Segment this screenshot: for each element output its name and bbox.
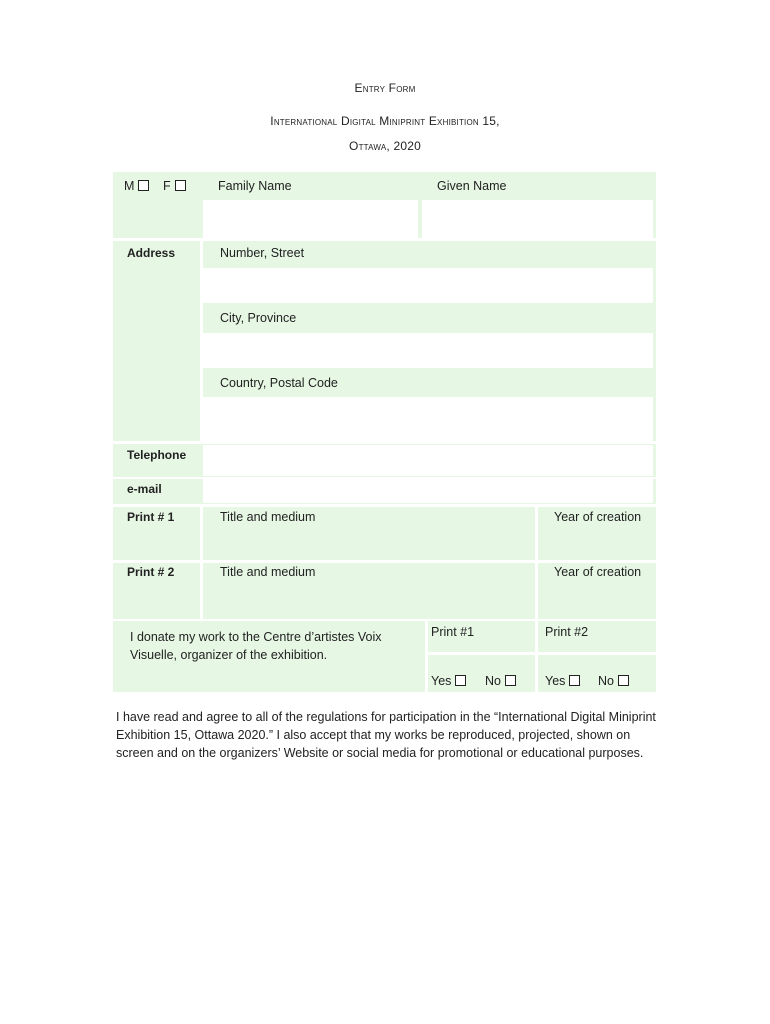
print2-title-label: Title and medium	[220, 565, 316, 579]
gender-m-label: M	[124, 179, 135, 193]
exhibition-location: Ottawa, 2020	[349, 139, 421, 153]
print1-yes-checkbox[interactable]	[455, 675, 466, 686]
print2-yes-label: Yes	[545, 674, 566, 688]
print1-no-option[interactable]	[485, 674, 516, 688]
print2-year-label: Year of creation	[554, 565, 642, 579]
country-field[interactable]	[203, 397, 653, 441]
print1-divider-mid	[535, 507, 538, 560]
gender-f-checkbox[interactable]	[175, 180, 186, 191]
city-field[interactable]	[203, 333, 653, 368]
print1-no-label: No	[485, 674, 501, 688]
donate-divider-left	[425, 621, 428, 692]
donate-divider	[113, 619, 656, 621]
address-label: Address	[127, 246, 176, 260]
gender-m-option[interactable]	[124, 179, 149, 193]
print1-yes-option[interactable]	[431, 674, 466, 688]
print1-label: Print # 1	[127, 510, 175, 524]
family-name-field[interactable]	[203, 200, 418, 238]
donate-print1-label: Print #1	[431, 625, 475, 639]
print1-divider-left	[200, 507, 203, 560]
print2-label: Print # 2	[127, 565, 175, 579]
street-label: Number, Street	[220, 246, 305, 260]
email-field[interactable]	[203, 479, 653, 503]
print1-title-label: Title and medium	[220, 510, 316, 524]
gender-m-checkbox[interactable]	[138, 180, 149, 191]
address-label-divider	[113, 238, 656, 241]
donate-yesno-divider	[428, 652, 656, 655]
donate-text: I donate my work to the Centre d’artistes Voix Visuelle, organizer of the exhibition.	[130, 630, 382, 662]
given-name-label: Given Name	[437, 179, 507, 193]
form-title: Entry Form	[354, 81, 416, 95]
family-name-label: Family Name	[218, 179, 292, 193]
telephone-divider	[113, 441, 656, 444]
print2-no-checkbox[interactable]	[618, 675, 629, 686]
print2-yes-checkbox[interactable]	[569, 675, 580, 686]
country-label: Country, Postal Code	[220, 376, 338, 390]
print2-divider-mid	[535, 563, 538, 620]
gender-f-label: F	[163, 179, 171, 193]
print2-divider	[113, 560, 656, 563]
print1-year-label: Year of creation	[554, 510, 642, 524]
email-label: e-mail	[127, 482, 162, 496]
exhibition-title: International Digital Miniprint Exhibition 15,	[270, 114, 500, 128]
agreement-paragraph: I have read and agree to all of the regulations for participation in the “International Digital Miniprint Exhibition 15, Ottawa 2020.” I also accept that my works be reproduced, projected, shown on screen and on the organizers’ Website or social media for promotional or educational purposes.	[116, 710, 656, 760]
gender-f-option[interactable]	[163, 179, 186, 193]
print1-divider	[113, 504, 656, 507]
print1-yes-label: Yes	[431, 674, 452, 688]
given-name-field[interactable]	[422, 200, 653, 238]
city-label: City, Province	[220, 311, 297, 325]
print2-divider-left	[200, 563, 203, 620]
street-field[interactable]	[203, 268, 653, 303]
telephone-label: Telephone	[127, 448, 187, 462]
donate-divider-mid	[535, 621, 538, 692]
print2-yes-option[interactable]	[545, 674, 580, 688]
donate-print2-label: Print #2	[545, 625, 589, 639]
print2-no-label: No	[598, 674, 614, 688]
print1-no-checkbox[interactable]	[505, 675, 516, 686]
telephone-field[interactable]	[203, 445, 653, 476]
print2-no-option[interactable]	[598, 674, 629, 688]
